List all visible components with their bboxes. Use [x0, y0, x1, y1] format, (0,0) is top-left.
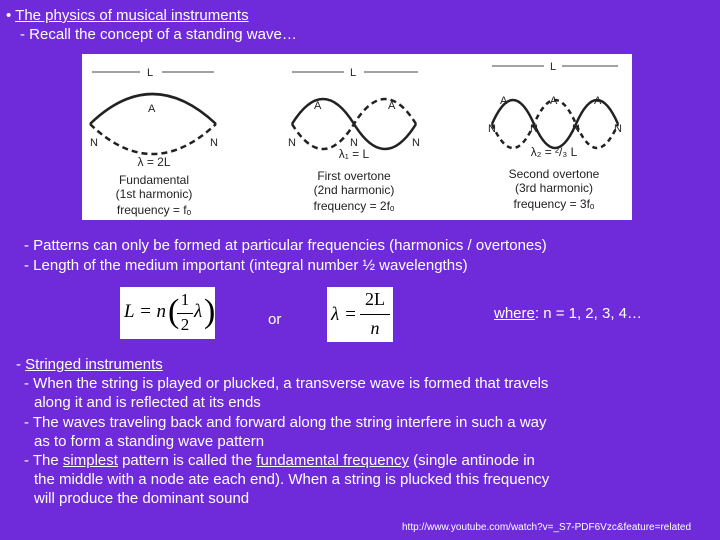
node-label: N — [572, 123, 580, 135]
harmonic-frequency: frequency = 2fₒ — [313, 199, 395, 213]
fraction-denominator: 2 — [180, 315, 190, 334]
second-overtone-diagram — [488, 61, 622, 211]
stringed-p1-line2: along it and is reflected at its ends — [34, 394, 261, 411]
harmonic-name: Second overtone — [508, 167, 600, 181]
antinode-label: A — [550, 95, 558, 107]
first-overtone-diagram — [288, 67, 420, 213]
length-label: L — [350, 67, 357, 79]
text-run: - The — [24, 452, 63, 469]
harmonic-number: (1st harmonic) — [115, 187, 193, 201]
node-label: N — [530, 123, 538, 135]
wavelength-label: λ = 2L — [137, 155, 171, 169]
or-label: or — [268, 311, 282, 328]
node-label: N — [412, 137, 420, 149]
fraction-bar — [177, 313, 193, 314]
node-label: N — [614, 123, 622, 135]
harmonic-number: (3rd harmonic) — [514, 181, 594, 195]
stringed-p1-line1: - When the string is played or plucked, a transverse wave is formed that travels — [24, 375, 549, 392]
dash: - — [16, 356, 26, 373]
bullet-length: - Length of the medium important (integral number ½ wavelengths) — [24, 257, 468, 274]
subtitle: - Recall the concept of a standing wave… — [20, 26, 297, 43]
length-label: L — [147, 67, 154, 79]
node-label: N — [488, 123, 496, 135]
title-line — [6, 6, 249, 25]
stringed-heading-line — [16, 355, 163, 374]
fraction-numerator: 1 — [180, 290, 190, 309]
fundamental-frequency-term: fundamental frequency — [256, 452, 409, 469]
text-run: pattern is called the — [117, 452, 257, 469]
where-line — [494, 304, 642, 323]
formula-rhs: λ — [194, 301, 203, 322]
harmonic-name: Fundamental — [118, 173, 190, 187]
page-title: The physics of musical instruments — [15, 7, 249, 24]
antinode-label: A — [500, 95, 508, 107]
stringed-p2-line2: as to form a standing wave pattern — [34, 433, 265, 450]
stringed-p3-line3: will produce the dominant sound — [34, 490, 250, 507]
bullet-patterns: - Patterns can only be formed at particular frequencies (harmonics / overtones) — [24, 237, 547, 254]
length-label: L — [550, 61, 557, 73]
stringed-p3-line1 — [24, 451, 535, 470]
bullet-icon: • — [6, 7, 12, 24]
paren-left: ( — [168, 293, 180, 330]
harmonic-frequency: frequency = 3fₒ — [513, 197, 595, 211]
stringed-p3-line2: the middle with a node ate each end). When a string is plucked this frequency — [34, 471, 550, 488]
antinode-label: A — [148, 103, 156, 115]
antinode-label: A — [594, 95, 602, 107]
simplest-term: simplest — [62, 452, 118, 469]
fraction-denominator: n — [370, 318, 380, 338]
formula-lhs: L = n — [124, 301, 167, 322]
wavelength-label: λ₁ = L — [338, 147, 370, 161]
where-values: : n = 1, 2, 3, 4… — [534, 305, 643, 322]
antinode-label: A — [314, 100, 322, 112]
source-link[interactable]: http://www.youtube.com/watch?v=_S7-PDF6Vzc&feature=related — [402, 522, 692, 533]
formula-wavelength — [327, 287, 393, 342]
standing-wave-figure — [82, 54, 632, 220]
stringed-p2-line1: - The waves traveling back and forward along the string interfere in such a way — [24, 414, 547, 431]
antinode-label: A — [388, 100, 396, 112]
harmonic-number: (2nd harmonic) — [313, 183, 395, 197]
stringed-heading: Stringed instruments — [25, 356, 163, 373]
node-label: N — [90, 137, 98, 149]
node-label: N — [210, 137, 218, 149]
text-run: (single antinode in — [408, 452, 535, 469]
fundamental-diagram — [90, 67, 218, 217]
harmonic-name: First overtone — [317, 169, 391, 183]
where-label: where — [494, 305, 535, 322]
wavelength-label: λ₂ = ²/₃ L — [530, 145, 578, 159]
node-label: N — [288, 137, 296, 149]
node-label: N — [350, 137, 358, 149]
harmonic-frequency: frequency = fₒ — [116, 203, 192, 217]
formula-lhs: λ = — [331, 304, 357, 325]
fraction-numerator: 2L — [365, 289, 385, 309]
fraction-bar — [360, 314, 390, 315]
formula-length — [120, 287, 215, 339]
paren-right: ) — [204, 293, 216, 330]
standing-wave-diagram — [82, 54, 632, 220]
